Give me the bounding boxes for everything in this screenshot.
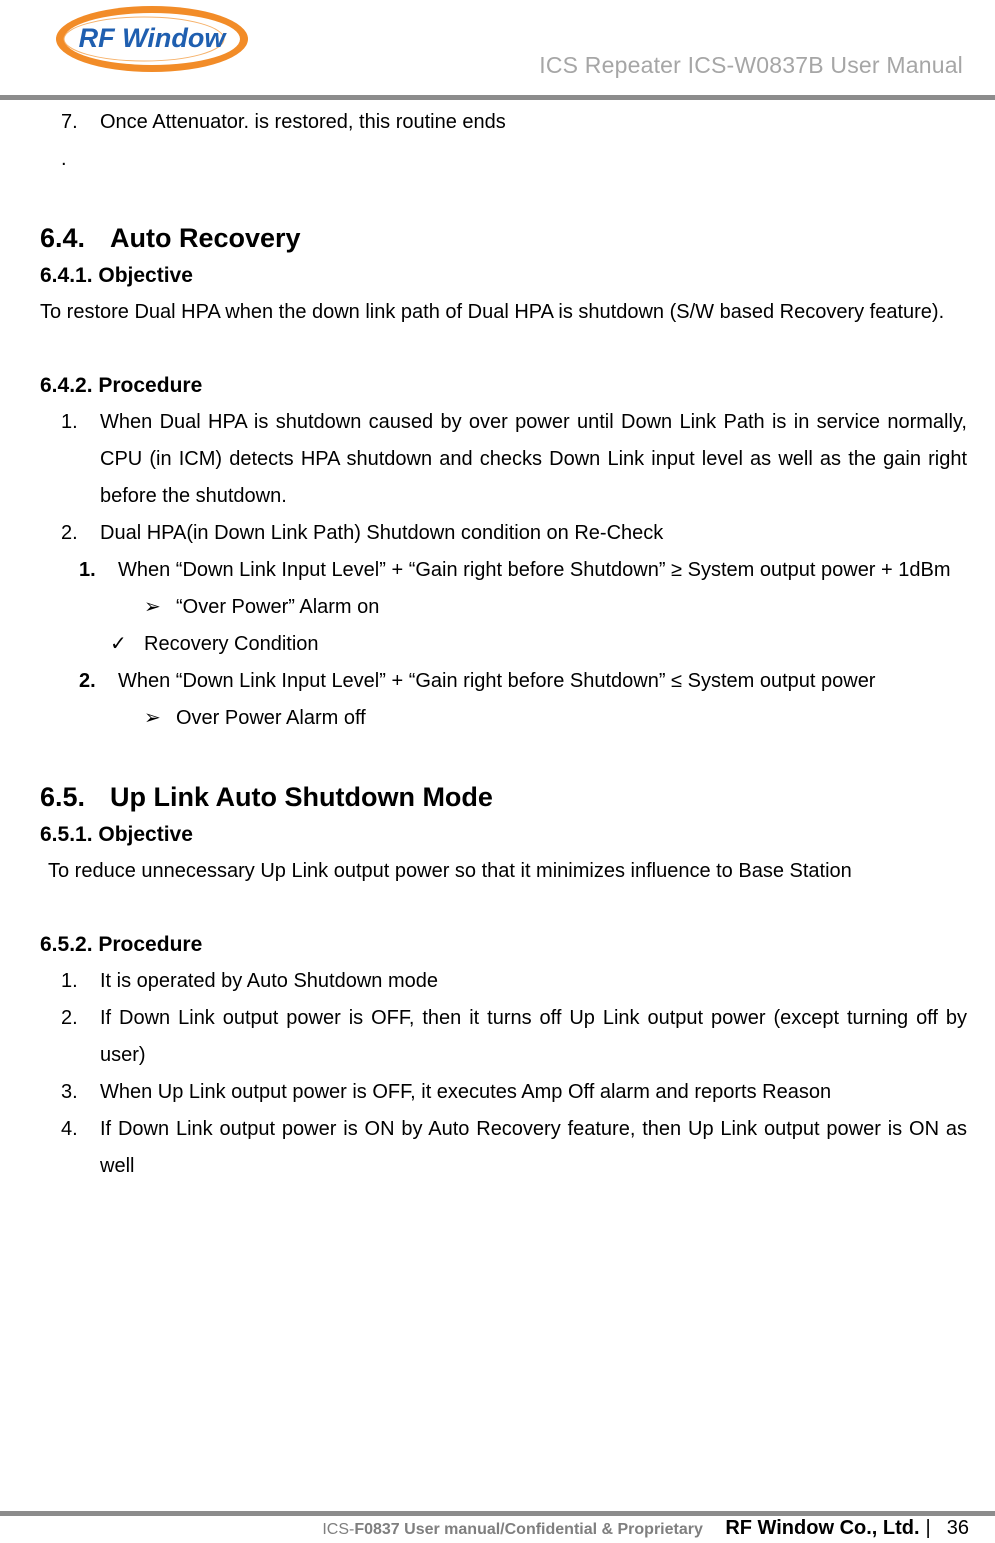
item-number: 2. <box>61 1007 78 1029</box>
footer-separator: | <box>925 1517 931 1539</box>
item-number: 1. <box>61 411 78 433</box>
sub-list-item <box>40 552 967 589</box>
page-footer <box>322 1516 969 1542</box>
sub-list-item <box>40 663 967 700</box>
arrow-bullet-icon: ➢ <box>144 596 161 618</box>
item-text: If Down Link output power is OFF, then it turns off Up Link output power (except turning off by user) <box>100 1007 967 1066</box>
document-header-title: ICS Repeater ICS-W0837B User Manual <box>539 52 963 78</box>
section-title: Auto Recovery <box>110 223 301 253</box>
item-number: 7. <box>61 111 78 133</box>
footer-company: RF Window Co., Ltd. <box>725 1517 920 1539</box>
list-item <box>40 963 967 1000</box>
subsection-heading: 6.5.1. Objective <box>40 823 193 846</box>
footer-confidential-text: F0837 User manual/Confidential & Proprietary <box>354 1521 703 1538</box>
item-text: Over Power Alarm off <box>176 707 366 729</box>
subsection-heading: 6.4.1. Objective <box>40 264 193 287</box>
list-item <box>40 1000 967 1074</box>
list-item <box>40 1074 967 1111</box>
list-item <box>40 104 967 141</box>
section-number: 6.4. <box>40 223 86 253</box>
section-number: 6.5. <box>40 782 86 812</box>
item-text: “Over Power” Alarm on <box>176 596 380 618</box>
page-content <box>40 104 967 1185</box>
check-bullet-item <box>40 626 967 663</box>
stray-dot: . <box>61 148 67 170</box>
item-number: 2. <box>61 522 78 544</box>
item-number: 2. <box>79 670 96 692</box>
item-text: When “Down Link Input Level” + “Gain right before Shutdown” ≥ System output power + 1dBm <box>118 559 951 581</box>
item-number: 4. <box>61 1118 78 1140</box>
item-text: When Up Link output power is OFF, it executes Amp Off alarm and reports Reason <box>100 1081 832 1103</box>
checkmark-icon: ✓ <box>110 633 127 655</box>
footer-confidential <box>322 1521 703 1538</box>
item-text: When Dual HPA is shutdown caused by over power until Down Link Path is in service normally, CPU (in ICM) detects HPA shutdown and checks Down Link input level as well as the gain right before the shutdown. <box>100 411 967 507</box>
item-number: 1. <box>61 970 78 992</box>
section-heading-6-5 <box>40 778 967 817</box>
item-text: Once Attenuator. is restored, this routine ends <box>100 111 506 133</box>
item-text: When “Down Link Input Level” + “Gain right before Shutdown” ≤ System output power <box>118 670 876 692</box>
list-item <box>40 515 967 552</box>
subsection-heading: 6.5.2. Procedure <box>40 933 203 956</box>
header-divider <box>0 95 995 100</box>
item-text: If Down Link output power is ON by Auto Recovery feature, then Up Link output power is ON as well <box>100 1118 967 1177</box>
section-heading-6-4 <box>40 219 967 258</box>
arrow-bullet-item <box>40 589 967 626</box>
logo-text: RF Window <box>78 23 226 53</box>
objective-paragraph: To restore Dual HPA when the down link path of Dual HPA is shutdown (S/W based Recovery feature). <box>40 301 945 323</box>
list-item <box>40 1111 967 1185</box>
item-number: 1. <box>79 559 96 581</box>
item-number: 3. <box>61 1081 78 1103</box>
item-text: Dual HPA(in Down Link Path) Shutdown condition on Re-Check <box>100 522 664 544</box>
section-title: Up Link Auto Shutdown Mode <box>110 782 493 812</box>
arrow-bullet-icon: ➢ <box>144 707 161 729</box>
subsection-heading: 6.4.2. Procedure <box>40 374 203 397</box>
list-item <box>40 404 967 515</box>
arrow-bullet-item <box>40 700 967 737</box>
page-number: 36 <box>946 1517 969 1539</box>
rf-window-logo <box>52 2 252 76</box>
footer-prefix: ICS- <box>322 1521 355 1538</box>
item-text: It is operated by Auto Shutdown mode <box>100 970 438 992</box>
objective-paragraph: To reduce unnecessary Up Link output power so that it minimizes influence to Base Station <box>48 860 852 882</box>
item-text: Recovery Condition <box>144 633 319 655</box>
